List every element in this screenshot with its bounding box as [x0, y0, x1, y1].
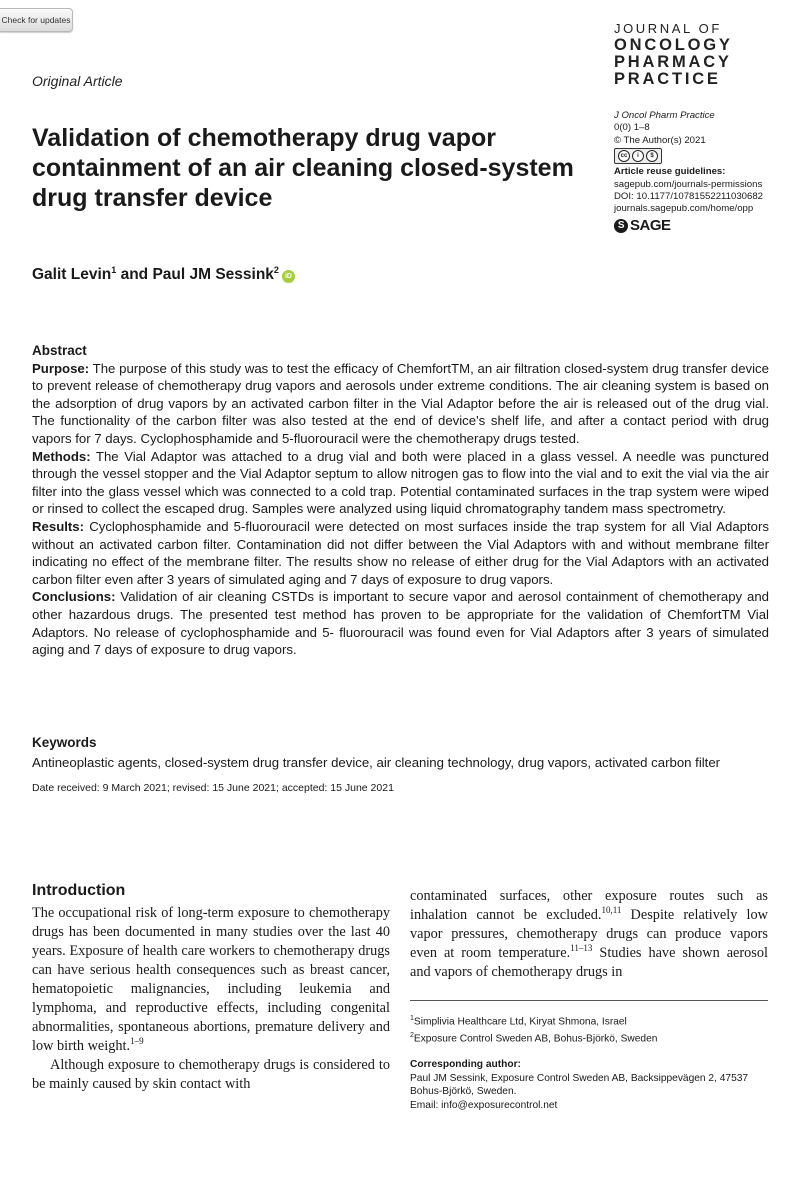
corresponding-address: Bohus-Björkö, Sweden.	[410, 1086, 517, 1097]
author-name[interactable]: Paul JM Sessink	[152, 266, 274, 284]
corresponding-label: Corresponding author:	[410, 1059, 521, 1070]
keywords	[32, 734, 777, 772]
sage-logo	[614, 216, 794, 234]
affiliation	[410, 1029, 780, 1046]
abstract-purpose	[32, 360, 769, 448]
introduction-column-left	[32, 882, 390, 1094]
author-conjunction: and	[116, 266, 153, 284]
introduction-paragraph	[32, 904, 390, 1056]
affiliation-text: Simplivia Healthcare Ltd, Kiryat Shmona, Israel	[413, 1016, 627, 1028]
results-text: Cyclophosphamide and 5-fluorouracil were detected on most surfaces inside the trap system for all Vial Adaptors without an activated carbon filter. Contamination did not differ between the Vial Adaptors with and without membrane filter indicating no effect of the membrane filter. The results show no release of either drug for the Vial Adaptors with an activated carbon filter even after 3 years of simulated aging and 7 days of exposure to drug vapors.	[32, 518, 769, 587]
citation-ref[interactable]: 1–9	[130, 1036, 144, 1047]
journal-name-line2: ONCOLOGY	[614, 36, 733, 54]
introduction-paragraph: Although exposure to chemotherapy drugs is considered to be mainly caused by skin contact with	[32, 1057, 390, 1092]
corresponding-email[interactable]: Email: info@exposurecontrol.net	[410, 1099, 558, 1111]
introduction-heading: Introduction	[32, 882, 126, 899]
nc-icon: $	[646, 150, 658, 162]
reuse-label: Article reuse guidelines:	[614, 166, 726, 178]
conclusions-text: Validation of air cleaning CSTDs is important to secure vapor and aerosol containment of chemotherapy and other hazardous drugs. The presented test method has proven to be appropriate for the validation of ChemfortTM Vial Adaptors. No release of cyclophosphamide and 5- fluorouracil was found even for Vial Adaptors after 3 years of simulated aging and 7 days of exposure to drug vapors.	[32, 589, 769, 658]
paragraph-text: Studies have shown aerosol and vapors of chemotherapy drugs in	[410, 945, 768, 980]
copyright: © The Author(s) 2021	[614, 134, 706, 146]
by-icon: i	[632, 150, 644, 162]
article-meta	[614, 110, 794, 233]
keywords-text: Antineoplastic agents, closed-system drug transfer device, air cleaning technology, drug vapors, activated carbon filter	[32, 755, 721, 770]
creative-commons-icon[interactable]	[614, 148, 662, 164]
journal-name-line4: PRACTICE	[614, 70, 721, 88]
footnote-divider	[410, 1000, 768, 1001]
sage-logo-text: SAGE	[630, 216, 671, 234]
affiliation-marker: 2	[273, 265, 279, 275]
affiliation	[410, 1012, 780, 1029]
purpose-text: The purpose of this study was to test the efficacy of ChemfortTM, an air filtration closed-system drug transfer device to prevent release of chemotherapy drug vapors and aerosols under extreme conditions. The air cleaning system is based on the adsorption of drug vapors by an activated carbon filter in the Vial Adaptor before the air is released out of the drug vial. The functionality of the carbon filter was also tested at the end of device's shelf life, and after a contact period with drug vapors for 7 days. Cyclophosphamide and 5-fluorouracil were the chemotherapy drugs tested.	[32, 360, 769, 446]
corresponding-author	[410, 1058, 780, 1112]
page-range: 0(0) 1–8	[614, 122, 650, 134]
corresponding-address: Paul JM Sessink, Exposure Control Sweden AB, Backsippevägen 2, 47537	[410, 1072, 749, 1084]
methods-text: The Vial Adaptor was attached to a drug vial and both were placed in a glass vessel. A needle was punctured through the vessel stopper and the Vial Adaptor septum to allow nitrogen gas to flow into the vial and to exit the vial via the air filter into the glass vessel which was connected to a cold trap. Potential contaminated surfaces in the trap system were wiped or rinsed to collect the escaped drug. Samples were analyzed using liquid chromatography tandem mass spectrometry.	[32, 448, 769, 517]
article-dates: Date received: 9 March 2021; revised: 15 June 2021; accepted: 15 June 2021	[32, 782, 394, 794]
affiliation-marker: 2	[410, 1032, 414, 1040]
author-list	[32, 265, 295, 284]
citation-ref[interactable]: 11–13	[570, 943, 593, 954]
check-for-updates-button[interactable]: Check for updates	[0, 8, 73, 32]
abstract-conclusions	[32, 588, 769, 658]
article-type: Original Article	[32, 73, 123, 89]
abstract-results	[32, 518, 769, 588]
introduction-paragraph	[410, 887, 768, 982]
affiliations	[410, 1012, 780, 1047]
paragraph-text: contaminated surfaces, other exposure routes such as inhalation cannot be excluded.	[410, 888, 768, 923]
author-name[interactable]: Galit Levin	[32, 266, 112, 284]
affiliation-marker: 1	[410, 1015, 414, 1022]
journal-name-line1: JOURNAL OF	[614, 21, 722, 36]
journal-masthead	[614, 20, 794, 88]
citation-ref[interactable]: 10,11	[601, 905, 622, 916]
keywords-heading: Keywords	[32, 735, 97, 750]
article-title: Validation of chemotherapy drug vapor containment of an air cleaning closed-system drug transfer device	[32, 124, 574, 212]
paragraph-text: Despite relatively low vapor pressures, chemotherapy drugs can produce vapors even at room temperature.	[410, 907, 768, 961]
cc-icon: cc	[618, 150, 630, 162]
paragraph-text: The occupational risk of long-term exposure to chemotherapy drugs has been documented in many studies over the last 40 years. Exposure of health care workers to chemotherapy drugs can have serious health consequences such as breast cancer, hematopoietic malignancies, including leukemia and lymphoma, and reproductive effects, including congenital abnormalities, spontaneous abortions, premature delivery and low birth weight.	[32, 905, 390, 1054]
abstract	[32, 342, 769, 659]
reuse-link[interactable]: sagepub.com/journals-permissions	[614, 178, 763, 190]
sage-logo-icon: S	[614, 219, 628, 233]
results-label: Results:	[32, 518, 85, 534]
journal-home-link[interactable]: journals.sagepub.com/home/opp	[614, 203, 754, 215]
journal-name-line3: PHARMACY	[614, 53, 732, 71]
abstract-methods	[32, 448, 769, 518]
affiliation-marker: 1	[111, 265, 117, 275]
affiliation-text: Exposure Control Sweden AB, Bohus-Björkö, Sweden	[413, 1033, 658, 1045]
orcid-icon[interactable]: iD	[282, 270, 295, 283]
conclusions-label: Conclusions:	[32, 589, 116, 605]
journal-abbrev: J Oncol Pharm Practice	[614, 110, 715, 121]
purpose-label: Purpose:	[32, 360, 90, 376]
doi[interactable]: DOI: 10.1177/10781552211030682	[614, 191, 764, 203]
methods-label: Methods:	[32, 448, 91, 464]
introduction-column-right	[410, 887, 768, 982]
abstract-heading: Abstract	[32, 343, 87, 358]
